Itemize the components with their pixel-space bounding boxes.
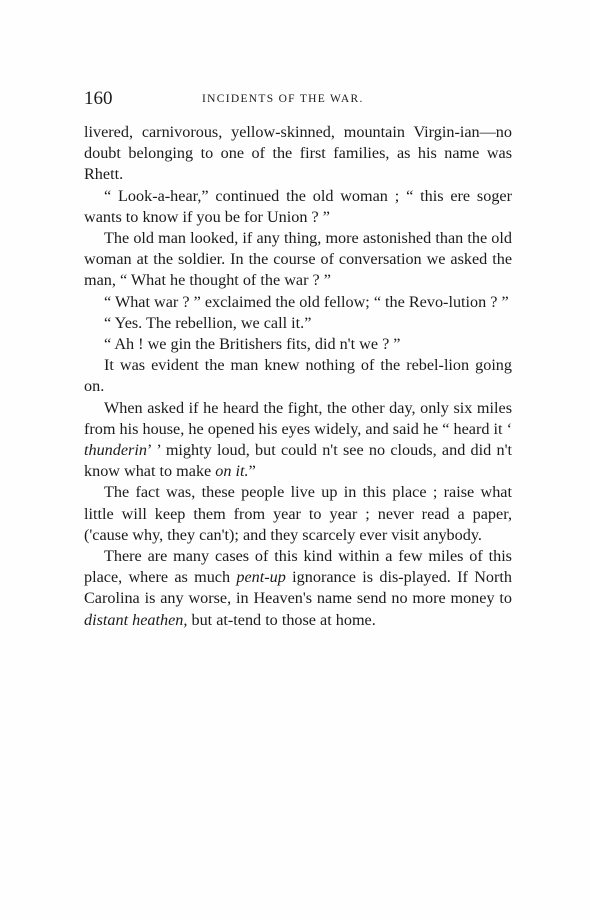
text-segment: but at-tend to those at home. <box>187 610 376 629</box>
text-segment: “ What war ? ” exclaimed the old fellow; “ the Revo-lution ? ” <box>104 292 509 311</box>
text-segment: “ Ah ! we gin the Britishers fits, did n't we ? ” <box>104 335 401 354</box>
text-segment: The fact was, these people live up in this place ; raise what little will keep them from year to year ; never read a paper, ('cause why, they can't); and they scarcely ever visit anybody. <box>84 483 512 544</box>
paragraph-p3 <box>84 228 512 292</box>
text-segment: There are many cases of this kind within a few miles of this place, where as much <box>84 547 512 587</box>
body-text <box>84 122 512 631</box>
paragraph-p6 <box>84 334 512 355</box>
paragraph-p2 <box>84 186 512 228</box>
text-segment: “ Look-a-hear,” continued the old woman ; “ this ere soger wants to know if you be for Union ? ” <box>84 186 512 226</box>
paragraph-p8 <box>84 398 512 483</box>
paragraph-p5 <box>84 313 512 334</box>
text-segment: “ Yes. The rebellion, we call it.” <box>104 313 312 332</box>
paragraph-p10 <box>84 546 512 631</box>
italic-text: thunderin <box>84 441 147 460</box>
text-segment: ” <box>248 462 256 481</box>
text-segment: The old man looked, if any thing, more astonished than the old woman at the soldier. In the course of conversation we asked the man, “ What he thought of the war ? ” <box>84 229 512 290</box>
italic-text: pent-up <box>236 568 286 587</box>
text-segment: ’ ’ mighty loud, but could n't see no clouds, and did n't know what to make <box>84 441 512 481</box>
text-segment: It was evident the man knew nothing of the rebel-lion going on. <box>84 356 512 396</box>
paragraph-p7 <box>84 355 512 397</box>
paragraph-p4 <box>84 292 512 313</box>
paragraph-p9 <box>84 482 512 546</box>
text-segment: ignorance is dis-played. If North Carolina is any worse, in Heaven's name send no more money to <box>84 568 513 608</box>
running-title: INCIDENTS OF THE WAR. <box>202 93 364 105</box>
text-segment: livered, carnivorous, yellow-skinned, mountain Virgin-ian—no doubt belonging to one of the first families, as his name was Rhett. <box>84 123 512 184</box>
page-number: 160 <box>84 88 113 109</box>
running-head <box>84 88 510 112</box>
paragraph-p1 <box>84 122 512 186</box>
text-segment: When asked if he heard the fight, the other day, only six miles from his house, he opened his eyes widely, and said he “ heard it ‘ <box>84 398 512 438</box>
italic-text: on it. <box>215 462 249 481</box>
italic-text: distant heathen, <box>84 610 188 629</box>
